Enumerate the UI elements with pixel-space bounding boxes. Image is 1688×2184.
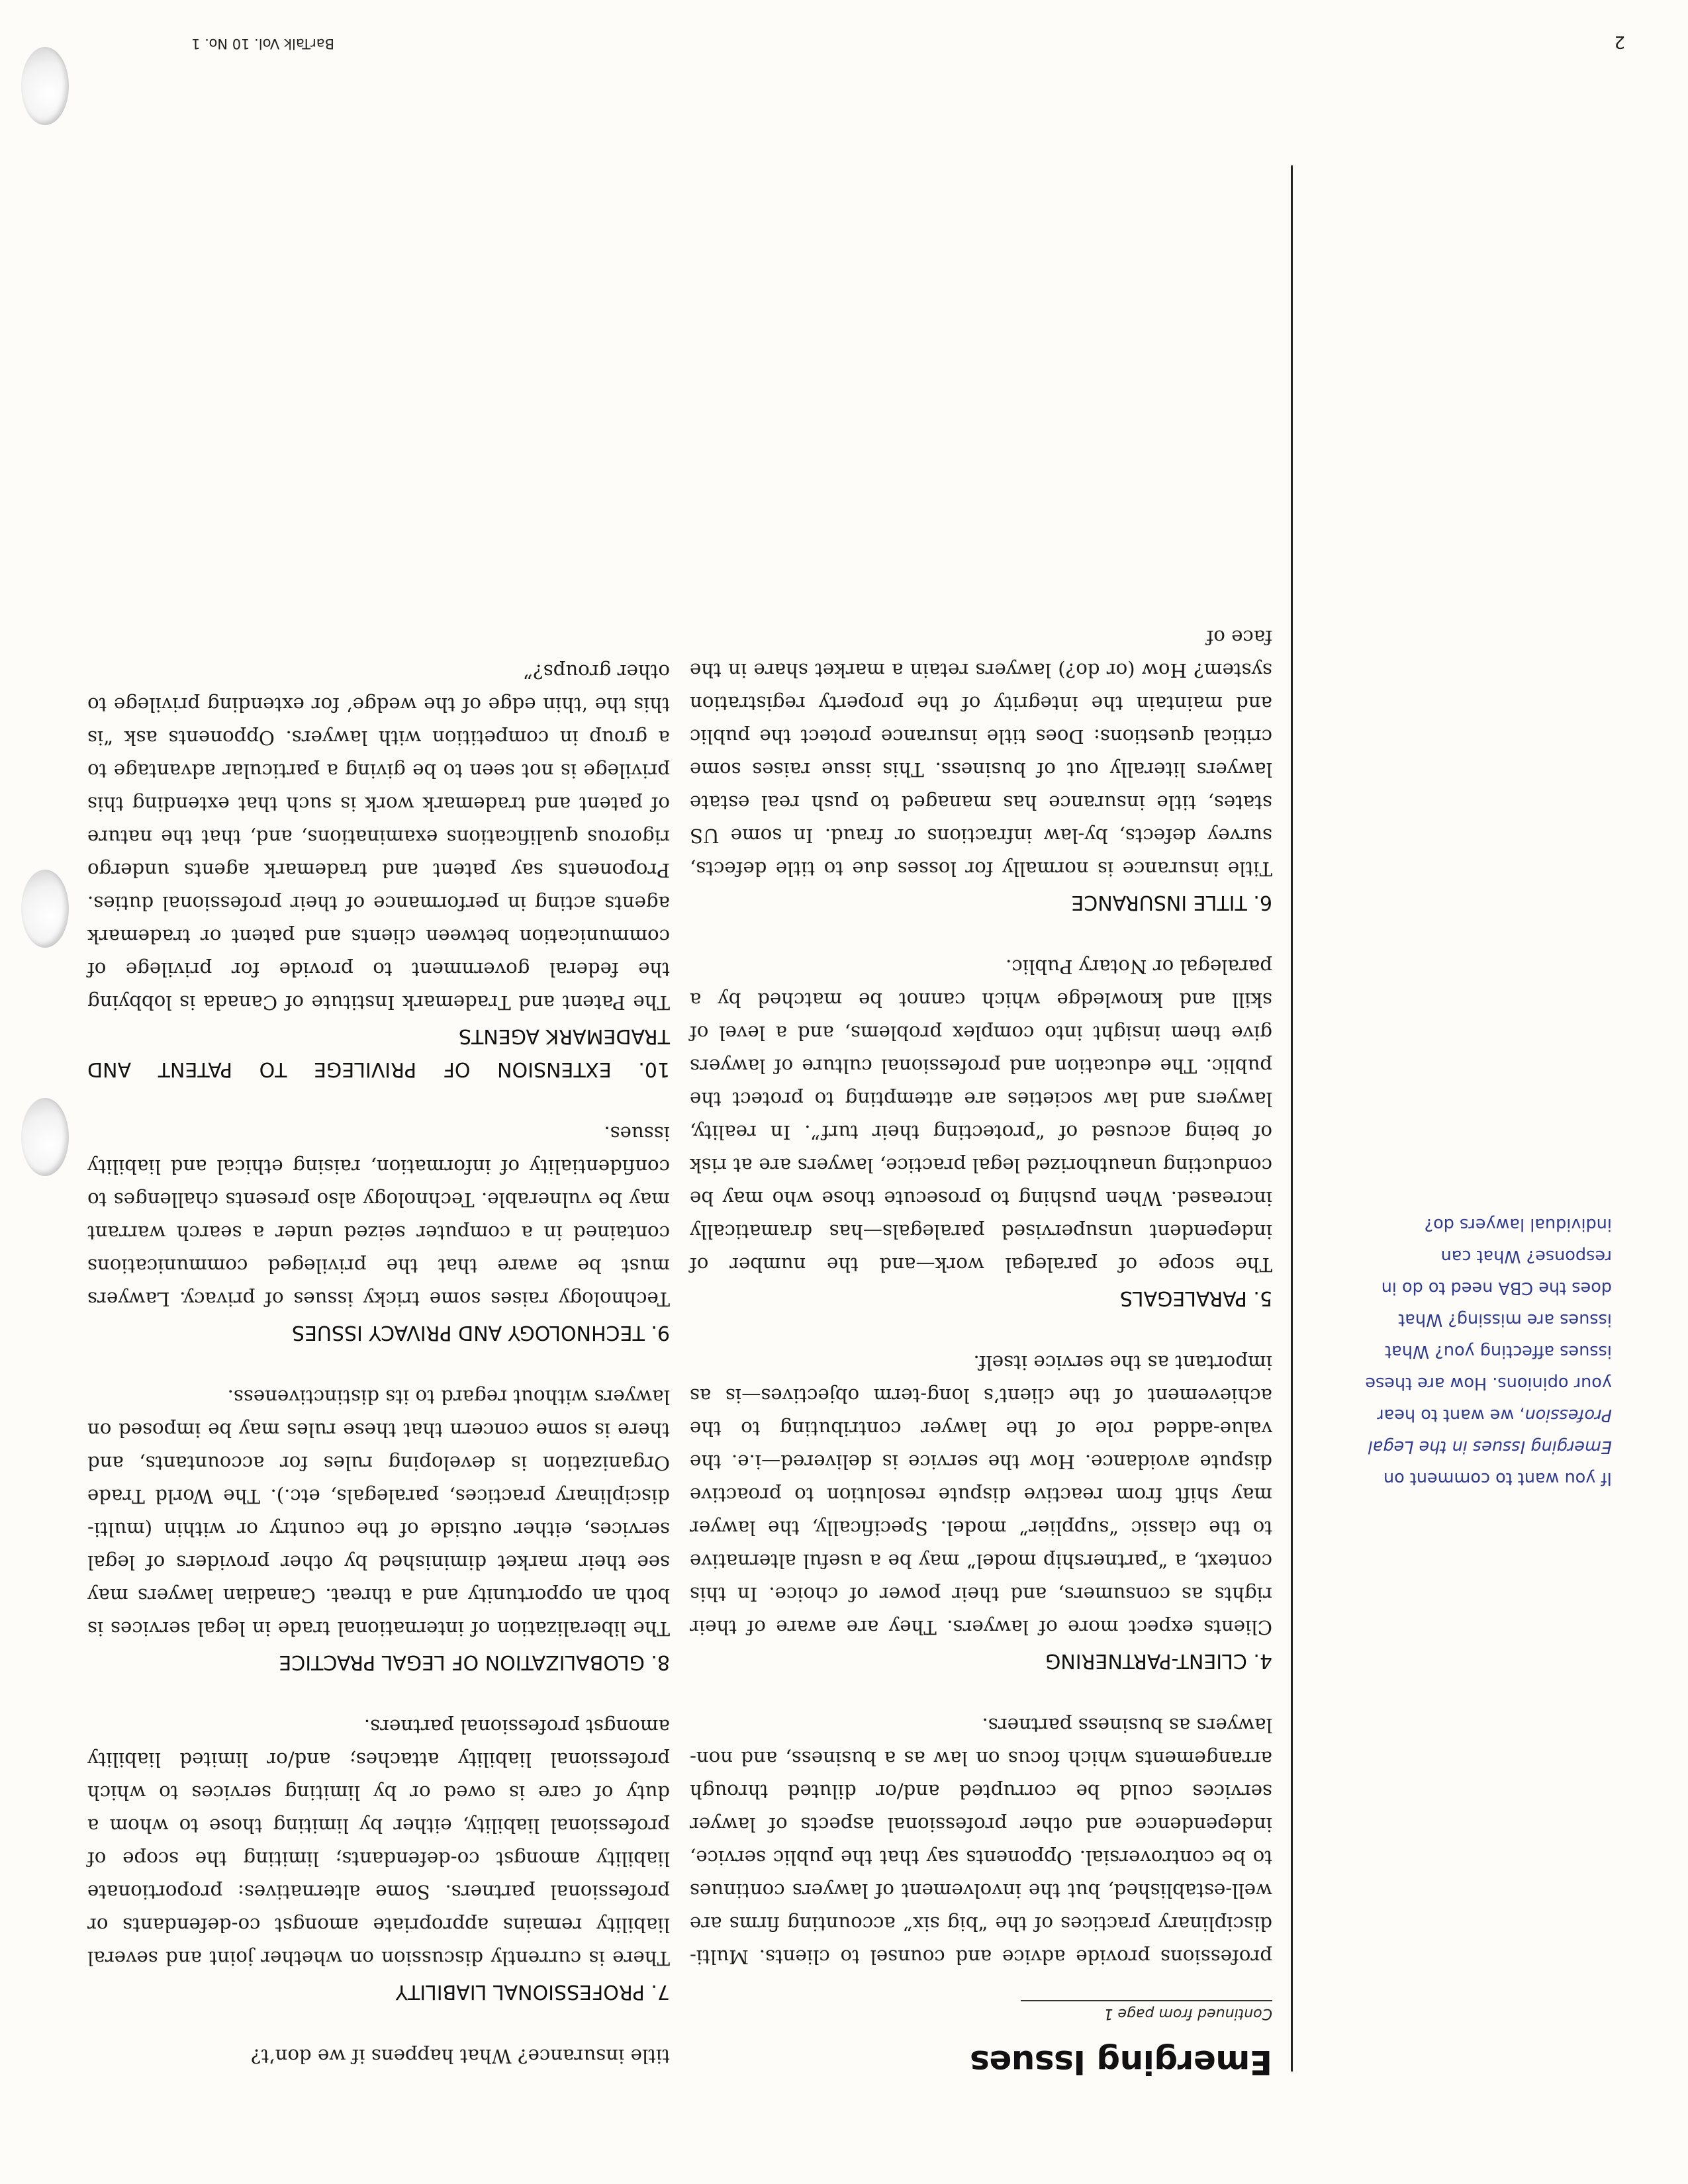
section-body: The Patent and Trademark Institute of Canada is lobbying the federal government to provide for privilege of communication between clients and patent or trademark agents acting in performance of their professional duties. Proponents say patent and trademark agents undergo rigorous qualifications examinations, and, that the nature of patent and trademark work is such that extending this privilege is not seen to be giving a particular advantage to a group in competition with lawyers. Opponents ask “is this the ‘thin edge of the wedge’ for extending privilege to other groups?”	[87, 660, 670, 1014]
page-number: 2	[1614, 32, 1625, 52]
section-body: Clients expect more of lawyers. They are aware of their rights as consumers, and their power of choice. In this context, a “partnership model” may be a useful alternative to the classic “supplier” model. Specifically, the lawyer may shift from reactive dispute resolution to proactive dispute avoidance. How the service is delivered—i.e. the value-added role of the lawyer contributing to the achievement of the client’s long-term objectives—is as important as the service itself.	[690, 1351, 1272, 1639]
punch-hole	[21, 1098, 69, 1176]
section-heading: 5. PARALEGALS	[1119, 1287, 1272, 1310]
publication-footer: BarTalk Vol. 10 No. 1	[191, 36, 334, 52]
section-body: The scope of paralegal work—and the number of independent unsupervised paralegals—has dramatically increased. When pushing to prosecute those who may be conducting unauthorized legal practice, lawyers are at risk of being accused of “protecting their turf”. In reality, lawyers and law societies are attempting to protect the public. The education and professional culture of lawyers give them insight into complex problems, and a level of skill and knowledge which cannot be matched by a paralegal or Notary Public.	[690, 956, 1272, 1276]
section-heading: 7. PROFESSIONAL LIABILITY	[395, 1980, 670, 2003]
right-column	[87, 655, 670, 2073]
section-body: The liberalization of international trade in legal services is both an opportunity and a threat. Canadian lawyers may see their market diminished by other providers of legal services, either outside of the country or within (multi-disciplinary practices, paralegals, etc.). The World Trade Organization is developing rules for accountants, and there is some concern that these rules may be imposed on lawyers without regard to its distinctiveness.	[87, 1386, 670, 1640]
sidebar-rest: , we want to hear your opinions. How are these issues affecting you? What issues are missing? What does the CBA need to do in response? What can individual lawyers do?	[1365, 1214, 1612, 1425]
section-body: There is currently discussion on whether joint and several liability remains appropriate amongst co-defendants or professional partners. Some alternatives: proportionate liability amongst co-defendants; limiting the scope of professional liability, either by limiting those to whom a duty of care is owed or by limiting services to which professional liability attaches; and/or limited liability amongst professional partners.	[87, 1715, 670, 1970]
sidebar-lead: If you want to comment on	[1383, 1469, 1612, 1488]
section-heading: 9. TECHNOLOGY AND PRIVACY ISSUES	[291, 1321, 670, 1344]
vertical-rule	[1291, 165, 1293, 2071]
section-heading: 6. TITLE INSURANCE	[1071, 891, 1272, 914]
section-heading: 4. CLIENT-PARTNERING	[1045, 1649, 1272, 1672]
section-body: Title insurance is normally for losses due to title defects, survey defects, by-law infractions or fraud. In some US states, title insurance has managed to push real estate lawyers literally out of business. This issue raises some critical questions: Does title insurance protect the public and maintain the integrity of the property registration system? How (or do?) lawyers retain a market share in the face of	[690, 626, 1272, 880]
page-title: Emerging Issues	[970, 2043, 1272, 2081]
section-body: Technology raises some tricky issues of privacy. Lawyers must be aware that the privileged communications contained in a computer seized under a search warrant may be vulnerable. Technology also presents challenges to confidentiality of information, raising ethical and liability issues.	[87, 1122, 670, 1310]
comment-sidebar	[1360, 1208, 1612, 1494]
section-heading: 8. GLOBALIZATION OF LEGAL PRACTICE	[279, 1651, 670, 1674]
left-intro: professions provide advice and counsel to clients. Multi-disciplinary practices of the “big six” accounting firms are well-established, but the involvement of lawyers continues to be controversial. Opponents say that the public service, independence and other professional aspects of lawyer services could be corrupted and/or diluted through arrangements which focus on law as a business, and non-lawyers as business partners.	[690, 1714, 1272, 1968]
section-heading: 10. EXTENSION OF PRIVILEGE TO PATENT AND TRADEMARK AGENTS	[87, 1024, 670, 1081]
sidebar-italic: Emerging Issues in the Legal Profession	[1368, 1405, 1612, 1457]
continued-note: Continued from page 1	[1021, 2000, 1272, 2022]
punch-hole	[21, 47, 69, 125]
carry-over-text: title insurance? What happens if we don’t?	[250, 2045, 670, 2068]
left-column	[690, 621, 1272, 1974]
punch-hole	[21, 870, 69, 948]
